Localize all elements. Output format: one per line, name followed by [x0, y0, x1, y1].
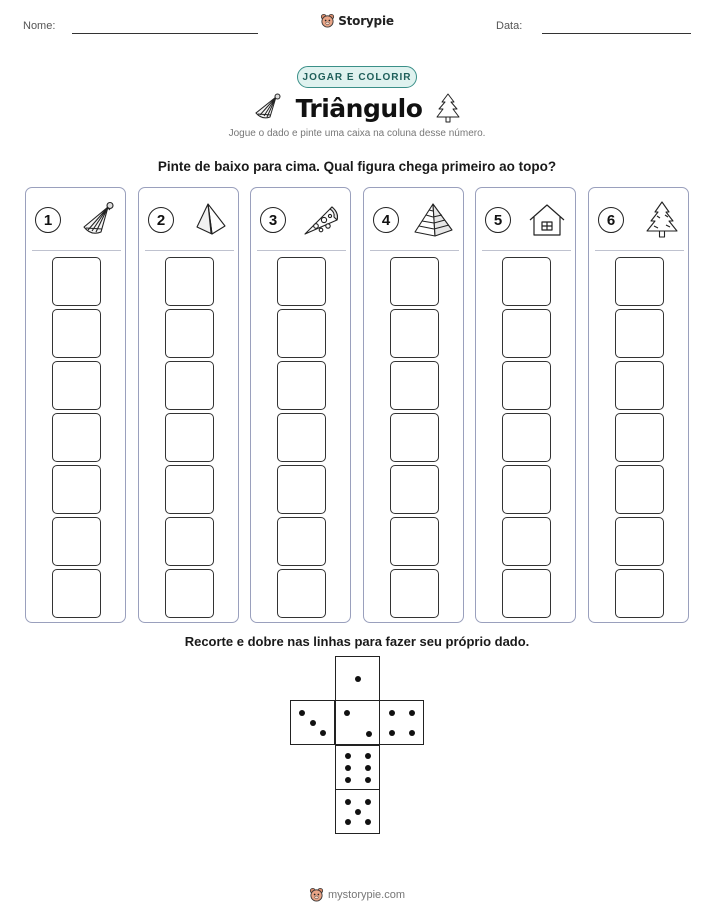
color-box[interactable]: [165, 569, 214, 618]
column-number: 6: [598, 207, 624, 233]
color-box[interactable]: [52, 569, 101, 618]
column-header: [35, 202, 117, 238]
die-pip: [366, 731, 372, 737]
color-box[interactable]: [615, 309, 664, 358]
color-box[interactable]: [52, 465, 101, 514]
name-label: Nome:: [23, 20, 56, 32]
color-box[interactable]: [502, 465, 551, 514]
pyramid-icon: [413, 201, 455, 239]
color-box[interactable]: [277, 309, 326, 358]
die-face-four: [379, 700, 424, 745]
die-pip: [365, 765, 371, 771]
column-2: [138, 187, 239, 623]
color-box[interactable]: [502, 257, 551, 306]
color-box[interactable]: [502, 413, 551, 462]
die-pip: [344, 710, 350, 716]
column-number: 3: [260, 207, 286, 233]
brand-name: Storypie: [338, 13, 394, 28]
pine-tree-icon: [434, 92, 462, 124]
die-pip: [365, 777, 371, 783]
footer-url[interactable]: mystorypie.com: [327, 888, 406, 901]
die-face-six: [335, 745, 380, 790]
color-box[interactable]: [165, 517, 214, 566]
die-pip: [320, 730, 326, 736]
page-title: Triângulo: [295, 93, 423, 123]
column-divider: [145, 250, 234, 251]
column-3: [250, 187, 351, 623]
die-pip: [389, 730, 395, 736]
color-box[interactable]: [615, 361, 664, 410]
die-face-one: [335, 656, 380, 701]
die-pip: [365, 799, 371, 805]
color-box[interactable]: [52, 309, 101, 358]
house-icon: [527, 201, 567, 239]
badminton-shuttlecock-icon: [79, 201, 117, 239]
color-box[interactable]: [390, 517, 439, 566]
color-box[interactable]: [277, 517, 326, 566]
die-face-three: [290, 700, 335, 745]
die-pip: [299, 710, 305, 716]
color-box[interactable]: [165, 257, 214, 306]
brand-logo: [0, 13, 714, 28]
color-box[interactable]: [615, 517, 664, 566]
instruction-text: Pinte de baixo para cima. Qual figura chega primeiro ao topo?: [157, 159, 557, 174]
folded-napkin-icon: [192, 201, 230, 239]
color-box[interactable]: [502, 569, 551, 618]
column-number: 2: [148, 207, 174, 233]
date-label: Data:: [496, 20, 523, 32]
column-5: [475, 187, 576, 623]
column-header: [598, 202, 680, 238]
color-box[interactable]: [390, 361, 439, 410]
color-box[interactable]: [52, 413, 101, 462]
color-box[interactable]: [615, 569, 664, 618]
subtitle: Jogue o dado e pinte uma caixa na coluna desse número.: [228, 128, 486, 139]
die-pip: [355, 809, 361, 815]
cut-instruction: Recorte e dobre nas linhas para fazer seu próprio dado.: [184, 634, 530, 649]
die-pip: [345, 753, 351, 759]
storypie-bear-icon: [320, 13, 335, 28]
color-box[interactable]: [502, 517, 551, 566]
pine-tree-icon: [644, 200, 680, 240]
color-box[interactable]: [390, 465, 439, 514]
color-box[interactable]: [390, 257, 439, 306]
die-pip: [310, 720, 316, 726]
die-pip: [389, 710, 395, 716]
color-box[interactable]: [277, 361, 326, 410]
column-divider: [370, 250, 459, 251]
column-header: [148, 202, 230, 238]
column-divider: [595, 250, 684, 251]
color-box[interactable]: [615, 257, 664, 306]
title-row: [0, 91, 714, 125]
name-field-line[interactable]: [72, 33, 258, 34]
die-pip: [345, 765, 351, 771]
color-box[interactable]: [52, 257, 101, 306]
color-box[interactable]: [277, 465, 326, 514]
color-box[interactable]: [502, 309, 551, 358]
die-pip: [409, 710, 415, 716]
color-box[interactable]: [52, 517, 101, 566]
column-divider: [32, 250, 121, 251]
column-divider: [257, 250, 346, 251]
column-header: [260, 202, 342, 238]
color-box[interactable]: [52, 361, 101, 410]
date-field-line[interactable]: [542, 33, 691, 34]
column-divider: [482, 250, 571, 251]
pizza-slice-icon: [302, 201, 342, 239]
color-box[interactable]: [390, 309, 439, 358]
color-box[interactable]: [165, 413, 214, 462]
die-pip: [355, 676, 361, 682]
color-box[interactable]: [277, 257, 326, 306]
column-6: [588, 187, 689, 623]
color-box[interactable]: [277, 569, 326, 618]
color-box[interactable]: [165, 465, 214, 514]
color-box[interactable]: [277, 413, 326, 462]
die-pip: [409, 730, 415, 736]
column-number: 5: [485, 207, 511, 233]
footer: [0, 887, 714, 902]
column-number: 4: [373, 207, 399, 233]
storypie-bear-icon: [309, 887, 324, 902]
column-header: [373, 202, 455, 238]
category-badge: JOGAR E COLORIR: [297, 66, 417, 88]
die-pip: [345, 777, 351, 783]
die-pip: [365, 819, 371, 825]
color-box[interactable]: [165, 361, 214, 410]
color-box[interactable]: [390, 413, 439, 462]
column-1: [25, 187, 126, 623]
color-box[interactable]: [615, 413, 664, 462]
color-box[interactable]: [390, 569, 439, 618]
die-face-two: [335, 700, 380, 745]
die-pip: [345, 799, 351, 805]
die-pip: [365, 753, 371, 759]
column-4: [363, 187, 464, 623]
die-face-five: [335, 789, 380, 834]
color-box[interactable]: [615, 465, 664, 514]
color-box[interactable]: [165, 309, 214, 358]
column-number: 1: [35, 207, 61, 233]
die-pip: [345, 819, 351, 825]
badminton-shuttlecock-icon: [252, 93, 284, 123]
color-box[interactable]: [502, 361, 551, 410]
column-header: [485, 202, 567, 238]
